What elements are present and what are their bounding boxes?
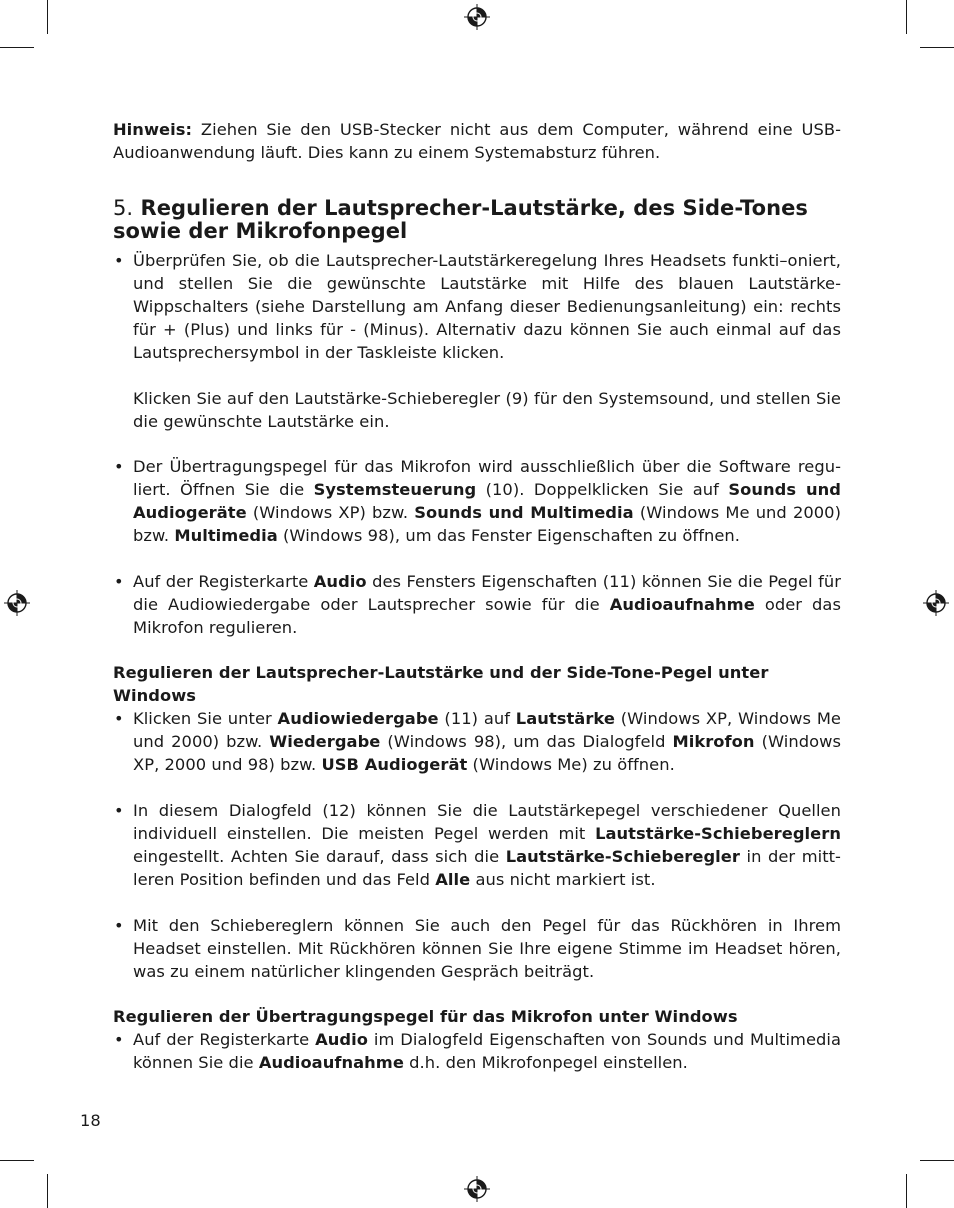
bullet: •	[114, 457, 124, 476]
list-item-text: Klicken Sie unter Audiowiedergabe (11) auf Lautstärke (Windows XP, Windows Me und 2000) bzw. Wiedergabe (Windows 98), um das Dialogfeld Mikrofon (Windows XP, 2000 und 98) bzw. USB Audiogerät (Windows Me) zu öffnen.	[133, 709, 841, 774]
bullet: •	[114, 251, 124, 270]
crop-mark-top-left-vertical	[47, 0, 48, 34]
page-content	[113, 118, 841, 1074]
list-item-dialog-levels	[113, 799, 841, 891]
bullet: •	[114, 801, 124, 820]
hint-label: Hinweis:	[113, 120, 193, 139]
list-item-text: Klicken Sie auf den Lautstärke-Schieberegler (9) für den Systemsound, und stellen Sie die gewünschte Lautstärke ein.	[133, 389, 841, 431]
crop-mark-bottom-left-vertical	[47, 1174, 48, 1208]
registration-mark-top	[464, 4, 490, 30]
section-number: 5.	[113, 196, 134, 220]
list-item-speaker-volume	[113, 249, 841, 433]
crop-mark-top-right-horizontal	[920, 47, 954, 48]
bullet: •	[114, 1030, 124, 1049]
crop-mark-bottom-right-vertical	[906, 1174, 907, 1208]
section-title: Regulieren der Lautsprecher-Lautstärke, des Side-Tones sowie der Mikrofonpegel	[113, 196, 808, 243]
bullet: •	[114, 916, 124, 935]
bullet: •	[114, 709, 124, 728]
crop-mark-top-right-vertical	[906, 0, 907, 34]
list-item-sidetone	[113, 914, 841, 983]
list-item-text: Der Übertragungspegel für das Mikrofon wird ausschließlich über die Software regu-liert. Öffnen Sie die Systemsteuerung (10). Doppelklicken Sie auf Sounds und Audiogeräte (Windows XP) bzw. Sounds und Multimedia (Windows Me und 2000) bzw. Multimedia (Windows 98), um das Fenster Eigenschaften zu öffnen.	[133, 457, 841, 545]
list-item-recording	[113, 1028, 841, 1074]
registration-mark-left	[4, 590, 30, 616]
subheading-speaker-sidetone: Regulieren der Lautsprecher-Lautstärke und der Side-Tone-Pegel unter Windows	[113, 663, 769, 705]
hint-text: Ziehen Sie den USB-Stecker nicht aus dem Computer, während eine USB-Audioanwendung läuft. Dies kann zu einem Systemabsturz führen.	[113, 120, 841, 162]
list-item-text: Auf der Registerkarte Audio des Fensters Eigenschaften (11) können Sie die Pegel für die Audiowiedergabe oder Lautsprecher sowie für die Audioaufnahme oder das Mikrofon regulieren.	[133, 572, 841, 637]
list-item-mic-level	[113, 455, 841, 547]
crop-mark-bottom-right-horizontal	[920, 1160, 954, 1161]
list-item-text: Auf der Registerkarte Audio im Dialogfeld Eigenschaften von Sounds und Multimedia können Sie die Audioaufnahme d.h. den Mikrofonpegel einstellen.	[133, 1030, 841, 1072]
list-item-text: Überprüfen Sie, ob die Lautsprecher-Lautstärkeregelung Ihres Headsets funkti–oniert, und stellen Sie die gewünschte Lautstärke mit Hilfe des blauen Lautstärke-Wippschalters (siehe Darstellung am Anfang dieser Bedienungsanleitung) ein: rechts für + (Plus) und links für - (Minus). Alternativ dazu können Sie auch einmal auf das Lautsprechersymbol in der Taskleiste klicken.	[133, 251, 841, 362]
list-item-playback	[113, 707, 841, 776]
crop-mark-bottom-left-horizontal	[0, 1160, 34, 1161]
page-number: 18	[80, 1111, 101, 1130]
section-heading	[113, 197, 841, 243]
list-item-text: Mit den Schiebereglern können Sie auch den Pegel für das Rückhören in Ihrem Headset einstellen. Mit Rückhören können Sie Ihre eigene Stimme im Headset hören, was zu einem natürlicher klingenden Gespräch beiträgt.	[133, 916, 841, 981]
hint-paragraph	[113, 118, 841, 164]
registration-mark-bottom	[464, 1176, 490, 1202]
subheading-mic-transmission: Regulieren der Übertragungspegel für das Mikrofon unter Windows	[113, 1007, 738, 1026]
crop-mark-top-left-horizontal	[0, 47, 34, 48]
bullet: •	[114, 572, 124, 591]
list-item-audio-tab	[113, 570, 841, 639]
list-item-text: In diesem Dialogfeld (12) können Sie die Lautstärkepegel verschiedener Quellen individuell einstellen. Die meisten Pegel werden mit Lautstärke-Schiebereglern eingestellt. Achten Sie darauf, dass sich die Lautstärke-Schieberegler in der mitt-leren Position befinden und das Feld Alle aus nicht markiert ist.	[133, 801, 841, 889]
registration-mark-right	[923, 590, 949, 616]
